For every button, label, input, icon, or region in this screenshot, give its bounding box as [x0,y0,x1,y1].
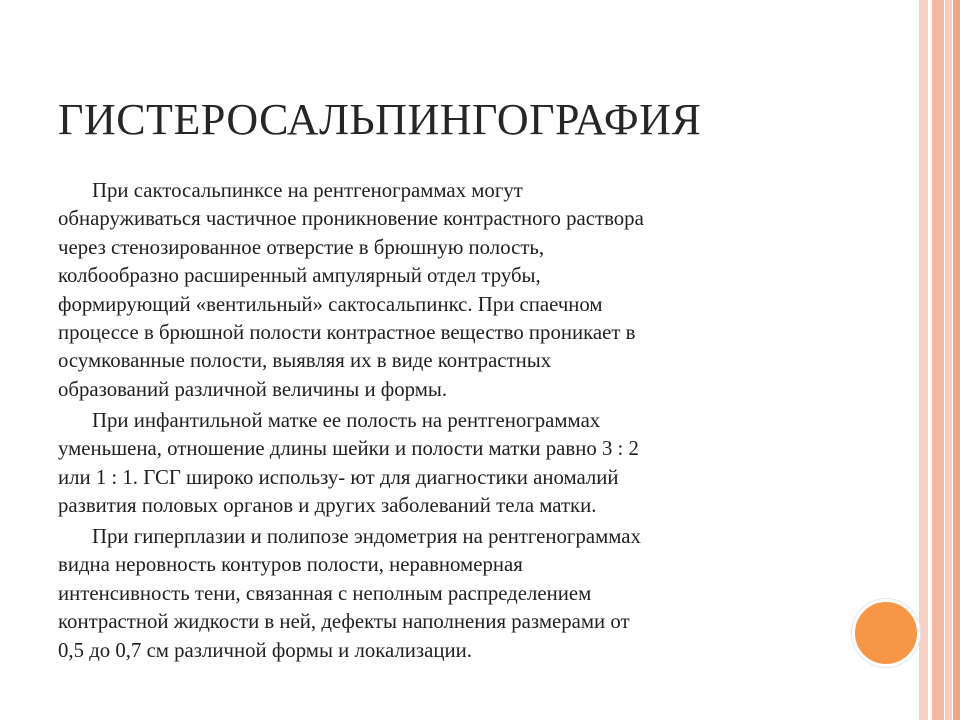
paragraph-line: осумкованные полости, выявляя их в виде контрастных [58,349,552,373]
side-stripe [919,0,928,720]
paragraph-line: развития половых органов и других заболеваний тела матки. [58,494,597,518]
paragraph-line: При инфантильной матке ее полость на рентгенограммах [92,408,601,432]
paragraph-line: образований различной величины и формы. [58,377,448,401]
paragraph-line: формирующий «вентильный» сактосальпинкс. При спаечном [58,292,603,316]
body-paragraph [58,523,828,665]
decorative-orange-circle [852,599,920,667]
paragraph-line: 0,5 до 0,7 см различной формы и локализации. [58,638,472,662]
paragraph-line: контрастной жидкости в ней, дефекты наполнения размерами от [58,610,630,634]
paragraph-line: обнаруживаться частичное проникновение контрастного раствора [58,207,644,231]
paragraph-line: процессе в брюшной полости контрастное вещество проникает в [58,321,636,345]
side-stripe [953,0,960,720]
side-stripe [945,0,952,720]
paragraph-line: видна неровность контуров полости, неравномерная [58,553,523,577]
decorative-side-stripes [919,0,960,720]
paragraph-line: колбообразно расширенный ампулярный отдел трубы, [58,264,541,288]
paragraph-line: уменьшена, отношение длины шейки и полости матки равно 3 : 2 [58,437,639,461]
body-paragraph [58,177,828,404]
paragraph-line: При гиперплазии и полипозе эндометрия на рентгенограммах [92,525,641,549]
body-paragraph [58,407,828,521]
slide-body-text [58,177,828,668]
paragraph-line: через стенозированное отверстие в брюшную полость, [58,235,545,259]
side-stripe [932,0,944,720]
paragraph-line: При сактосальпинксе на рентгенограммах могут [92,179,523,202]
slide-title: ГИСТЕРОСАЛЬПИНГОГРАФИЯ [58,95,702,144]
paragraph-line: или 1 : 1. ГСГ широко использу- ют для диагностики аномалий [58,465,619,489]
paragraph-line: интенсивность тени, связанная с неполным распределением [58,581,592,605]
